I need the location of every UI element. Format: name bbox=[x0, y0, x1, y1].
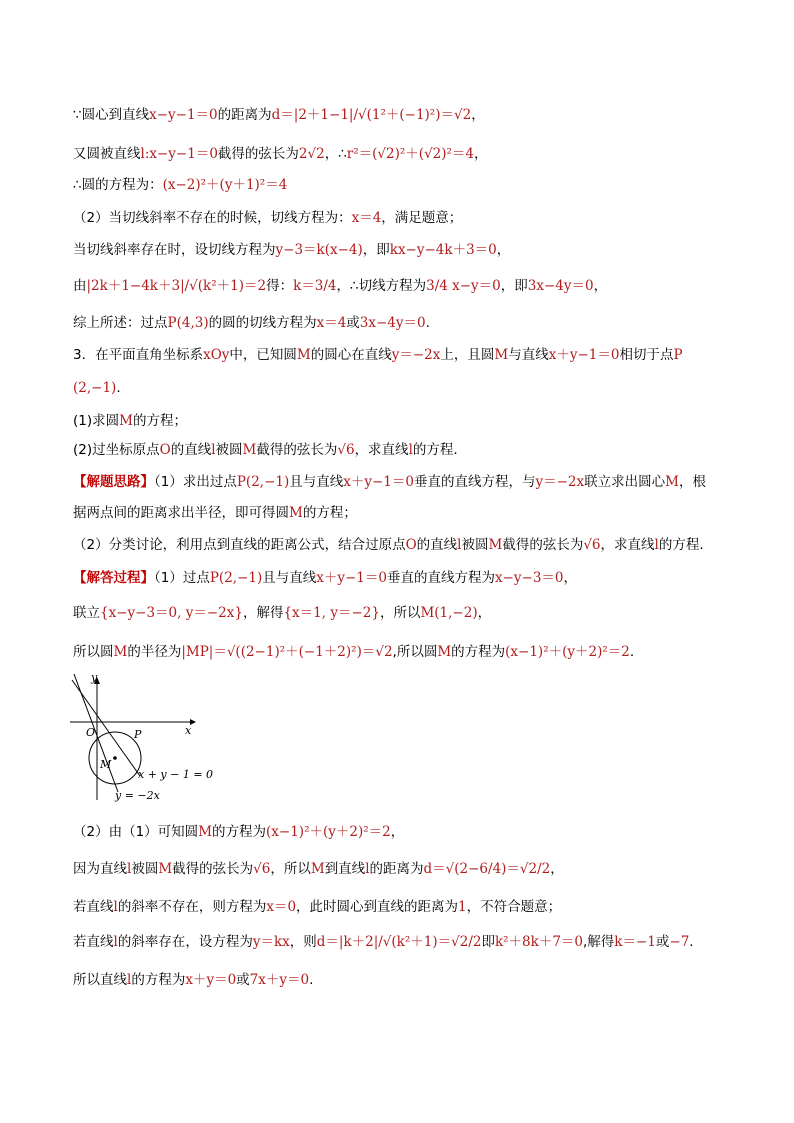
math: l bbox=[211, 442, 216, 458]
text: （1）过点 bbox=[154, 570, 210, 586]
text: 的距离为 bbox=[369, 861, 424, 877]
text: . bbox=[309, 972, 314, 988]
text: 又圆被直线 bbox=[73, 146, 141, 162]
text: ，即 bbox=[500, 278, 528, 294]
center-m-dot bbox=[113, 756, 117, 760]
math: 3x−4y＝0 bbox=[359, 315, 426, 331]
text: ，即 bbox=[362, 242, 390, 258]
text: ，∴ bbox=[324, 146, 347, 162]
text-line bbox=[73, 379, 121, 397]
text: 的半径为 bbox=[127, 644, 182, 660]
text: 据两点间的距离求出半径，即可得圆 bbox=[73, 505, 289, 521]
text: . bbox=[425, 315, 430, 331]
math: l bbox=[113, 934, 118, 950]
text: ∴圆的方程为： bbox=[73, 177, 163, 193]
math: (x−1)²＋(y＋2)²＝2 bbox=[266, 824, 391, 840]
math: O bbox=[159, 442, 171, 458]
text-line bbox=[73, 860, 564, 878]
tangent-line-label: x + y − 1 = 0 bbox=[138, 768, 214, 781]
text: . bbox=[116, 380, 121, 396]
math: x−y−3＝0 bbox=[494, 570, 564, 586]
text: 所以圆 bbox=[73, 644, 114, 660]
text: . bbox=[629, 644, 635, 660]
math: x＝4 bbox=[351, 210, 382, 226]
text: (1)求圆 bbox=[73, 413, 120, 429]
text: 或 bbox=[236, 972, 250, 988]
math: d＝√(2−6/4)＝√2/2 bbox=[423, 861, 551, 877]
text: 截得的弦长为 bbox=[256, 442, 338, 458]
text-line bbox=[73, 176, 287, 194]
text-line bbox=[73, 145, 488, 163]
text: 联立求出圆心 bbox=[584, 474, 666, 490]
text: 所以直线 bbox=[73, 972, 127, 988]
math: (x−1)²＋(y＋2)²＝2 bbox=[505, 644, 630, 660]
text-line bbox=[73, 241, 510, 259]
math: l bbox=[127, 972, 132, 988]
math: P bbox=[673, 347, 683, 363]
text: 的距离为 bbox=[217, 107, 272, 123]
text: 的方程. bbox=[412, 442, 458, 458]
math: √6 bbox=[253, 861, 271, 877]
math: M bbox=[310, 861, 325, 877]
math: x＝0 bbox=[266, 899, 297, 915]
text: ,解得 bbox=[583, 934, 615, 950]
math: k＝−1 bbox=[614, 934, 656, 950]
text-line bbox=[73, 277, 607, 295]
math: M bbox=[494, 347, 509, 363]
text-line bbox=[73, 209, 462, 227]
math: l bbox=[113, 899, 118, 915]
text-line bbox=[73, 933, 694, 951]
math: M bbox=[119, 413, 133, 429]
text: 与直线 bbox=[508, 347, 549, 363]
math: x−y−1＝0 bbox=[149, 107, 218, 123]
text: ，则 bbox=[289, 934, 317, 950]
math: x＋y−1＝0 bbox=[316, 570, 387, 586]
text: ，所以 bbox=[270, 861, 311, 877]
math: d＝|2＋1−1|/√(1²＋(−1)²)＝√2 bbox=[271, 107, 472, 123]
math: y＝kx bbox=[252, 934, 290, 950]
point-p-label: P bbox=[134, 728, 142, 741]
text-line bbox=[73, 898, 561, 916]
text: ，求直线 bbox=[354, 442, 409, 458]
center-line bbox=[74, 674, 118, 792]
math: 3x−4y＝0 bbox=[527, 278, 594, 294]
math: k²＋8k＋7＝0 bbox=[494, 934, 583, 950]
text-line bbox=[73, 346, 683, 364]
text-line bbox=[73, 412, 187, 430]
math: l:x−y−1＝0 bbox=[140, 146, 218, 162]
text: 的方程为 bbox=[451, 644, 506, 660]
text: 若直线 bbox=[73, 899, 114, 915]
text: ，求直线 bbox=[600, 537, 655, 553]
text: 或 bbox=[346, 315, 360, 331]
text: 相切于点 bbox=[619, 347, 674, 363]
math: (2,−1) bbox=[73, 380, 117, 396]
math: |2k＋1−4k＋3|/√(k²＋1)＝2 bbox=[86, 278, 267, 294]
circle-diagram bbox=[60, 672, 230, 810]
math: x＋y＝0 bbox=[185, 972, 237, 988]
math: M bbox=[198, 824, 213, 840]
math: y＝−2x bbox=[391, 347, 441, 363]
text: （2）分类讨论，利用点到直线的距离公式，结合过原点 bbox=[73, 537, 406, 553]
math: kx−y−4k＋3＝0 bbox=[389, 242, 497, 258]
text: 的方程； bbox=[132, 413, 187, 429]
text-line bbox=[73, 823, 404, 841]
math: x＋y−1＝0 bbox=[343, 474, 414, 490]
text: 综上所述：过点 bbox=[73, 315, 168, 331]
math: M bbox=[437, 644, 452, 660]
text: 的直线 bbox=[170, 442, 212, 458]
y-axis-label: y bbox=[91, 672, 98, 684]
text: 或 bbox=[655, 934, 670, 950]
math: 1 bbox=[458, 899, 467, 915]
math: M bbox=[158, 861, 173, 877]
math: l bbox=[654, 537, 659, 553]
text: 被圆 bbox=[461, 537, 489, 553]
text: 垂直的直线方程为 bbox=[386, 570, 495, 586]
text-line bbox=[73, 643, 634, 661]
text-line bbox=[73, 314, 430, 332]
text: 得： bbox=[266, 278, 294, 294]
text: 且与直线 bbox=[262, 570, 317, 586]
math: x＋y−1＝0 bbox=[548, 347, 620, 363]
math: (x−2)²＋(y＋1)²＝4 bbox=[162, 177, 288, 193]
center-line-label: y = −2x bbox=[115, 789, 160, 802]
text: 截得的弦长为 bbox=[217, 146, 299, 162]
text: 截得的弦长为 bbox=[172, 861, 254, 877]
text: 的斜率存在，设方程为 bbox=[117, 934, 253, 950]
text: 的方程； bbox=[302, 505, 357, 521]
text: 的方程. bbox=[658, 537, 704, 553]
math: M bbox=[296, 347, 311, 363]
text: 的方程为 bbox=[212, 824, 267, 840]
text: ，不符合题意； bbox=[466, 899, 562, 915]
math: y−3＝k(x−4) bbox=[275, 242, 363, 258]
text: . bbox=[689, 934, 694, 950]
text: ，满足题意； bbox=[381, 210, 463, 226]
text: 的直线 bbox=[416, 537, 458, 553]
text: 被圆 bbox=[215, 442, 243, 458]
math: r²＝(√2)²＋(√2)²＝4 bbox=[346, 146, 475, 162]
math: P(2,−1) bbox=[209, 570, 263, 586]
section-tag: 【解答过程】 bbox=[73, 570, 154, 586]
text: 若直线 bbox=[73, 934, 114, 950]
math: {x−y−3＝0, y＝−2x} bbox=[100, 605, 243, 621]
text-line bbox=[73, 604, 491, 622]
text: 中，已知圆 bbox=[229, 347, 297, 363]
math: P(2,−1) bbox=[236, 474, 290, 490]
text: 的方程为 bbox=[131, 972, 186, 988]
text: ，解得 bbox=[242, 605, 284, 621]
text: 上，且圆 bbox=[440, 347, 495, 363]
math: y＝−2x bbox=[535, 474, 585, 490]
math: M bbox=[665, 474, 679, 490]
text-line bbox=[73, 441, 458, 459]
text-line bbox=[73, 106, 485, 124]
math: −7 bbox=[669, 934, 690, 950]
text: （2）当切线斜率不存在的时候，切线方程为： bbox=[73, 210, 352, 226]
text: 截得的弦长为 bbox=[502, 537, 584, 553]
text: 联立 bbox=[73, 605, 100, 621]
text: ,所以圆 bbox=[392, 644, 438, 660]
math: M bbox=[488, 537, 503, 553]
math: l bbox=[457, 537, 462, 553]
text: （2）由（1）可知圆 bbox=[73, 824, 199, 840]
math: l bbox=[127, 861, 132, 877]
math: P(4,3) bbox=[167, 315, 209, 331]
math: O bbox=[405, 537, 417, 553]
text-line bbox=[73, 971, 313, 989]
text-line bbox=[73, 569, 577, 587]
math: √6 bbox=[583, 537, 601, 553]
math: 3/4 x−y＝0 bbox=[426, 278, 501, 294]
section-tag: 【解题思路】 bbox=[73, 474, 154, 490]
origin-label: O bbox=[86, 726, 96, 739]
text: (2)过坐标原点 bbox=[73, 442, 160, 458]
text: ∵圆心到直线 bbox=[73, 107, 150, 123]
math: M(1,−2) bbox=[420, 605, 478, 621]
math: M bbox=[242, 442, 257, 458]
text: 被圆 bbox=[131, 861, 159, 877]
text: ， bbox=[563, 570, 578, 586]
math: 7x＋y＝0 bbox=[249, 972, 310, 988]
center-m-label: M bbox=[100, 758, 112, 771]
math: √6 bbox=[337, 442, 355, 458]
text: ， bbox=[390, 824, 405, 840]
text-line bbox=[73, 536, 704, 554]
text: 即 bbox=[481, 934, 495, 950]
text: 3．在平面直角坐标系 bbox=[73, 347, 204, 363]
math: l bbox=[365, 861, 370, 877]
math: x＝4 bbox=[316, 315, 347, 331]
text: ，根 bbox=[678, 474, 706, 490]
text: 的圆心在直线 bbox=[310, 347, 392, 363]
math: k＝3/4 bbox=[293, 278, 337, 294]
math: xOy bbox=[203, 347, 230, 363]
math: |MP|＝√((2−1)²＋(−1＋2)²)＝√2 bbox=[181, 644, 393, 660]
text-line bbox=[73, 504, 357, 522]
text: ， bbox=[474, 146, 488, 162]
text: ， bbox=[496, 242, 511, 258]
text: （1）求出过点 bbox=[154, 474, 237, 490]
math: d＝|k＋2|/√(k²＋1)＝√2/2 bbox=[316, 934, 482, 950]
math: 2√2 bbox=[298, 146, 325, 162]
text: ， bbox=[477, 605, 492, 621]
text: 且与直线 bbox=[289, 474, 344, 490]
x-axis-label: x bbox=[185, 724, 192, 737]
text: ， bbox=[550, 861, 564, 877]
text: ， bbox=[593, 278, 608, 294]
math: l bbox=[408, 442, 413, 458]
text: ，所以 bbox=[379, 605, 421, 621]
math: {x＝1, y＝−2} bbox=[283, 605, 380, 621]
text: 垂直的直线方程，与 bbox=[413, 474, 536, 490]
math: M bbox=[113, 644, 128, 660]
math: M bbox=[289, 505, 303, 521]
text: ， bbox=[471, 107, 485, 123]
text: 的圆的切线方程为 bbox=[208, 315, 317, 331]
text-line bbox=[73, 473, 706, 491]
text: 当切线斜率存在时，设切线方程为 bbox=[73, 242, 276, 258]
text: ，∴切线方程为 bbox=[336, 278, 427, 294]
text: 到直线 bbox=[324, 861, 366, 877]
text: 由 bbox=[73, 278, 87, 294]
text: 的斜率不存在，则方程为 bbox=[117, 899, 267, 915]
text: ，此时圆心到直线的距离为 bbox=[296, 899, 459, 915]
text: 因为直线 bbox=[73, 861, 127, 877]
